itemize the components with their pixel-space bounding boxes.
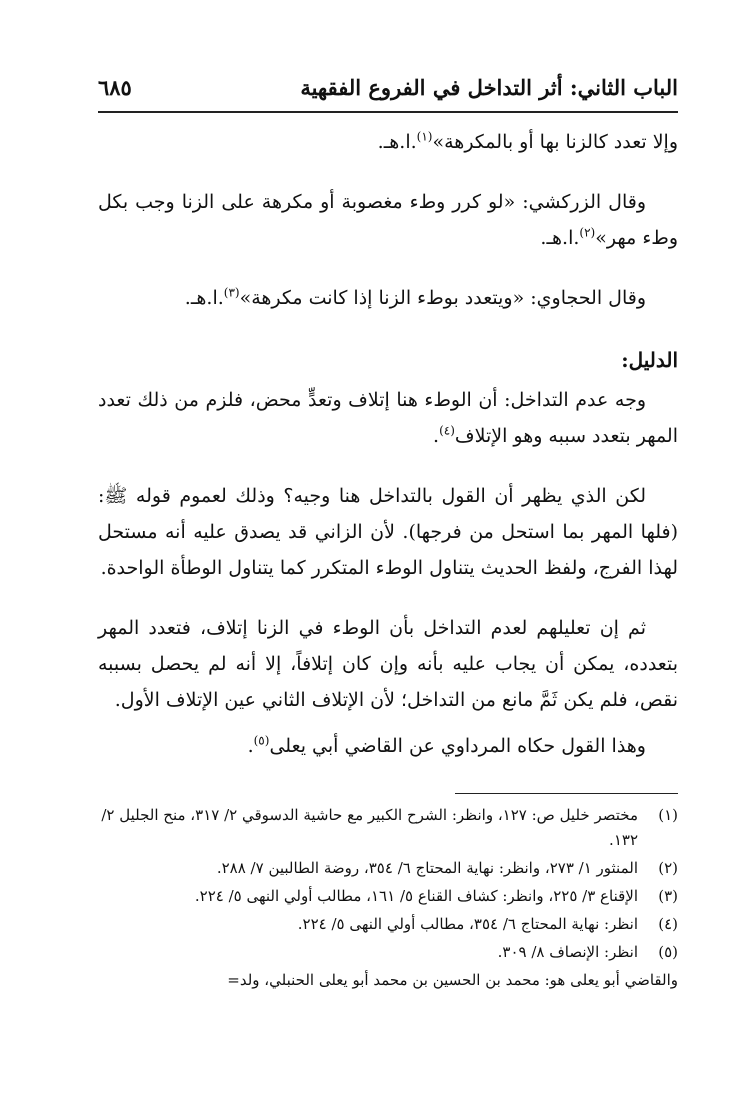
paragraph-3-text: وقال الحجاوي: «ويتعدد بوطء الزنا إذا كانت مكرهة» <box>239 287 646 309</box>
footnote-text: انظر: الإنصاف ٨/ ٣٠٩. <box>497 943 638 961</box>
footnote-2 <box>98 856 678 881</box>
footnotes <box>98 803 678 993</box>
paragraph-7 <box>98 728 678 764</box>
section-heading: الدليل: <box>621 348 678 372</box>
paragraph-4-end: . <box>433 425 440 447</box>
paragraph-1 <box>98 124 678 160</box>
footnote-1 <box>98 803 678 853</box>
paragraph-5: لكن الذي يظهر أن القول بالتداخل هنا وجيه؟ وذلك لعموم قوله ﷺ: (فلها المهر بما استحل من فرجها). لأن الزاني قد يصدق عليه أنه مستحل لهذا الفرج، ولفظ الحديث يتناول الوطء المتكرر كما يتناول الوطأة الواحدة. <box>98 485 678 579</box>
paragraph-3-end: .ا.هـ. <box>184 287 224 309</box>
footnote-ref-4: (٤) <box>439 423 455 438</box>
page-number: ٦٨٥ <box>98 75 132 100</box>
footnote-text: مختصر خليل ص: ١٢٧، وانظر: الشرح الكبير مع حاشية الدسوقي ٢/ ٣١٧، منح الجليل ٢/ ١٣٢. <box>101 806 638 849</box>
footnote-ref-3: (٣) <box>223 285 240 300</box>
paragraph-2-end: .ا.هـ. <box>540 227 580 249</box>
footnote-text: الإقناع ٣/ ٢٢٥، وانظر: كشاف القناع ٥/ ١٦١، مطالب أولي النهى ٥/ ٢٢٤. <box>194 887 638 905</box>
paragraph-7-end: . <box>247 735 254 757</box>
footnote-divider <box>455 793 678 794</box>
paragraph-3 <box>98 280 678 316</box>
paragraph-7-text: وهذا القول حكاه المرداوي عن القاضي أبي يعلى <box>269 735 646 757</box>
footnote-text: المنثور ١/ ٢٧٣، وانظر: نهاية المحتاج ٦/ ٣٥٤، روضة الطالبين ٧/ ٢٨٨. <box>216 859 638 877</box>
paragraph-1-text: وإلا تعدد كالزنا بها أو بالمكرهة» <box>432 131 678 153</box>
footnote-ref-5: (٥) <box>253 733 270 748</box>
footnote-5 <box>98 940 678 965</box>
footnote-number: (٣) <box>658 887 678 905</box>
footnote-number: (٥) <box>658 943 678 961</box>
footnote-number: (١) <box>658 806 678 824</box>
paragraph-2 <box>98 184 678 256</box>
paragraph-1-end: .ا.هـ. <box>377 131 417 153</box>
footnote-number: (٢) <box>658 859 678 877</box>
footnote-4 <box>98 912 678 937</box>
paragraph-4-text: وجه عدم التداخل: أن الوطء هنا إتلاف وتعدٍّ محض، فلزم من ذلك تعدد المهر بتعدد سببه وهو الإتلاف <box>98 389 678 447</box>
footnote-number: (٤) <box>658 915 678 933</box>
paragraph-4 <box>98 382 678 454</box>
footnote-text: انظر: نهاية المحتاج ٦/ ٣٥٤، مطالب أولي النهى ٥/ ٢٢٤. <box>297 915 638 933</box>
paragraph-2-text: وقال الزركشي: «لو كرر وطء مغصوبة أو مكرهة على الزنا وجب بكل وطء مهر» <box>98 191 678 249</box>
chapter-title: الباب الثاني: أثر التداخل في الفروع الفقهية <box>300 75 678 100</box>
header-divider <box>98 111 678 113</box>
paragraph-6: ثم إن تعليلهم لعدم التداخل بأن الوطء في الزنا إتلاف، فتعدد المهر بتعدده، يمكن أن يجاب عليه بأنه وإن كان إتلافاً، إلا أنه لم يحصل بسببه نقص، فلم يكن ثَمَّ مانع من التداخل؛ لأن الإتلاف الثاني عين الإتلاف الأول. <box>98 617 678 711</box>
running-header <box>98 72 678 108</box>
footnote-ref-2: (٢) <box>579 225 596 240</box>
footnote-ref-1: (١) <box>416 129 433 144</box>
footnote-3 <box>98 884 678 909</box>
footnote-continuation: والقاضي أبو يعلى هو: محمد بن الحسين بن محمد أبو يعلى الحنبلي، ولد= <box>227 971 678 989</box>
main-text <box>98 124 678 774</box>
